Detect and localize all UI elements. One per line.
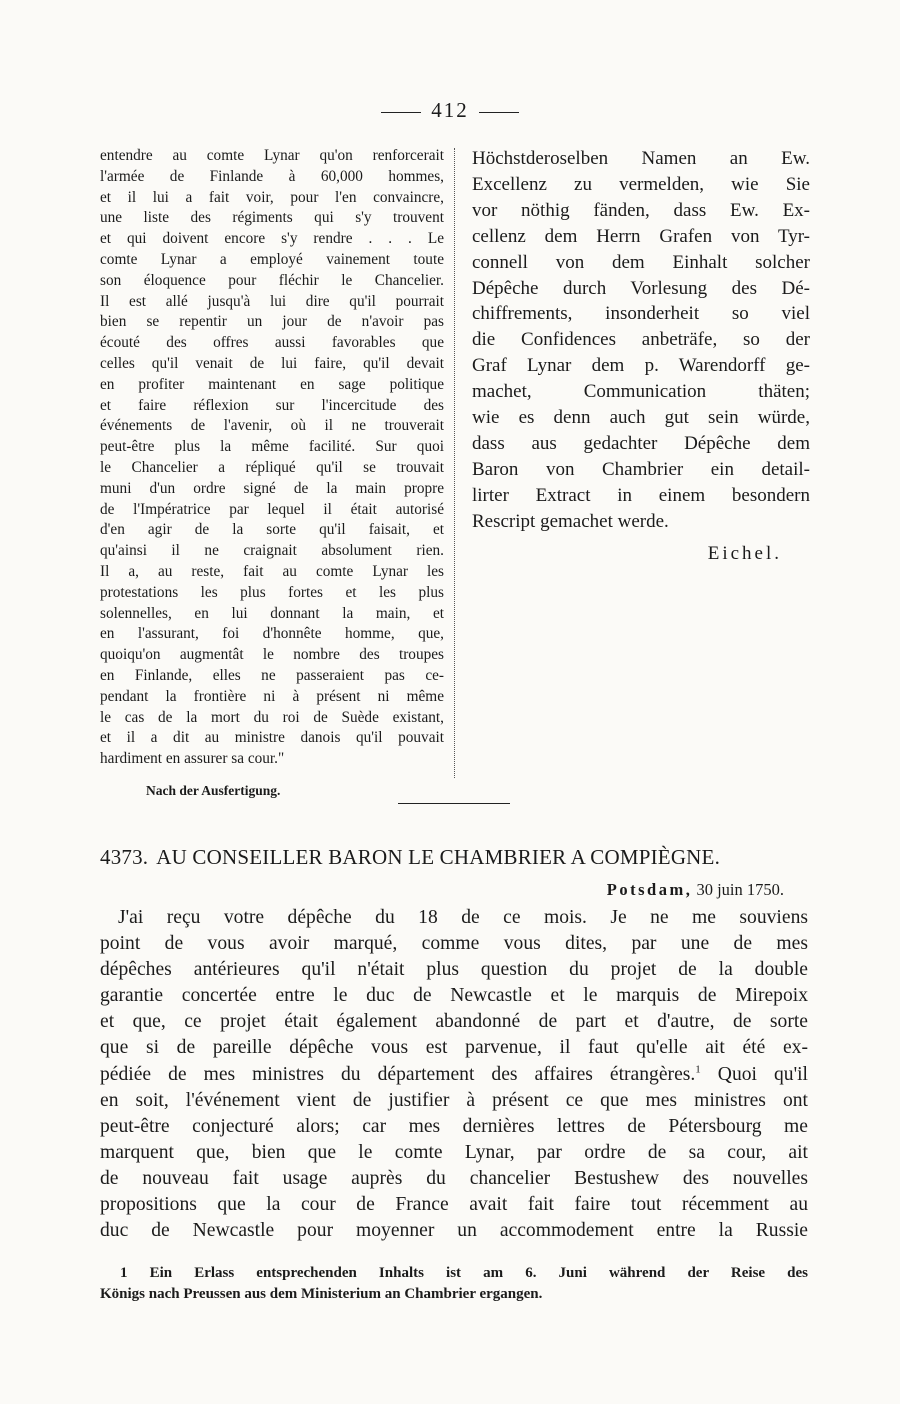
footnote-reference[interactable]: 1 bbox=[695, 1063, 701, 1076]
left-line: protestations les plus fortes et les plus bbox=[100, 583, 444, 601]
body-line-text: l'événement vient de justifier à présent ce que mes ministres ont bbox=[185, 1089, 809, 1111]
right-line: chiffrements, insonderheit so viel bbox=[472, 303, 810, 325]
footnote-marker: 1 bbox=[120, 1265, 128, 1281]
right-line: vor nöthig fänden, dass Ew. Ex- bbox=[472, 199, 810, 221]
left-line: événements de l'avenir, où il ne trouverait bbox=[100, 417, 444, 435]
letter-heading bbox=[100, 845, 810, 870]
column-divider bbox=[454, 148, 455, 778]
footnote bbox=[100, 1263, 808, 1304]
right-line: machet, Communication thäten; bbox=[472, 381, 810, 403]
section-rule bbox=[398, 803, 510, 804]
body-line: point de vous avoir marqué, comme vous dites, par une de mes bbox=[100, 933, 808, 955]
page-number bbox=[0, 98, 900, 123]
left-line: de l'Impératrice par lequel il était autorisé bbox=[100, 500, 444, 518]
letter-number: 4373. bbox=[100, 845, 149, 869]
left-line: d'en agir de la sorte qu'il faisait, et bbox=[100, 521, 444, 539]
footnote-text: Ein Erlass entsprechenden Inhalts ist am 6. Juni während der Reise des bbox=[149, 1265, 809, 1281]
right-line: wie es denn auch gut sein würde, bbox=[472, 407, 810, 429]
body-line-text: pédiée de mes ministres du département des affaires étrangères. bbox=[100, 1063, 696, 1085]
right-line: Baron von Chambrier ein detail- bbox=[472, 458, 810, 480]
left-line: entendre au comte Lynar qu'on renforcerait bbox=[100, 147, 444, 164]
right-line: Excellenz zu vermelden, wie Sie bbox=[472, 173, 810, 195]
right-line: connell von dem Einhalt solcher bbox=[472, 251, 810, 273]
left-line: et qui doivent encore s'y rendre . . . Le bbox=[100, 230, 444, 248]
body-line-lead: en soit, bbox=[100, 1089, 169, 1111]
page-number-text: 412 bbox=[431, 98, 469, 122]
left-line: solennelles, en lui donnant la main, et bbox=[100, 604, 444, 622]
left-line: et il lui a fait voir, pour l'en convaincre, bbox=[100, 188, 444, 206]
left-line: et il a dit au ministre danois qu'il pouvait bbox=[100, 729, 444, 747]
dateline-date: 30 juin 1750. bbox=[696, 880, 784, 899]
right-line: Dépêche durch Vorlesung des Dé- bbox=[472, 277, 810, 299]
left-line: comte Lynar a employé vainement toute bbox=[100, 250, 444, 268]
body-line: et que, ce projet était également abandonné de part et d'autre, de sorte bbox=[100, 1011, 808, 1033]
letter-title: AU CONSEILLER BARON LE CHAMBRIER A COMPIÈGNE. bbox=[156, 845, 721, 869]
body-line: que si de pareille dépêche vous est parvenue, il faut qu'elle ait été ex- bbox=[100, 1037, 808, 1059]
body-line: de nouveau fait usage auprès du chancelier Bestushew des nouvelles bbox=[100, 1167, 808, 1189]
left-line: Il est allé jusqu'à lui dire qu'il pourrait bbox=[100, 292, 444, 310]
left-line: celles qu'il venait de lui faire, qu'il devait bbox=[100, 354, 444, 372]
right-line: Graf Lynar dem p. Warendorff ge- bbox=[472, 355, 810, 377]
right-column bbox=[472, 146, 810, 567]
body-line: dépêches antérieures qu'il n'était plus question du projet de la double bbox=[100, 959, 808, 981]
left-line: peut-être plus la même facilité. Sur quoi bbox=[100, 438, 444, 456]
left-line: l'armée de Finlande à 60,000 hommes, bbox=[100, 167, 444, 185]
left-line: en profiter maintenant en sage politique bbox=[100, 375, 444, 393]
signature: Eichel. bbox=[707, 542, 782, 564]
right-line: dass aus gedachter Dépêche dem bbox=[472, 432, 810, 454]
body-line bbox=[100, 1088, 808, 1114]
left-line: le Chancelier a répliqué qu'il se trouvait bbox=[100, 458, 444, 476]
left-line: muni d'un ordre signé de la main propre bbox=[100, 479, 444, 497]
left-line: bien se repentir un jour de n'avoir pas bbox=[100, 313, 444, 331]
left-line: son éloquence pour fléchir le Chancelier. bbox=[100, 271, 444, 289]
left-line: une liste des régiments qui s'y trouvent bbox=[100, 209, 444, 227]
left-line: le cas de la mort du roi de Suède existant, bbox=[100, 708, 444, 726]
body-line: peut-être conjecturé alors; car mes dernières lettres de Pétersbourg me bbox=[100, 1115, 808, 1137]
footnote-line: Königs nach Preussen aus dem Ministerium an Chambrier ergangen. bbox=[100, 1285, 543, 1302]
dateline-place: Potsdam, bbox=[606, 880, 693, 899]
body-line-tail: Quoi qu'il bbox=[717, 1063, 808, 1085]
body-line-with-footnote bbox=[100, 1062, 808, 1088]
left-line: Il a, au reste, fait au comte Lynar les bbox=[100, 562, 444, 580]
left-line: qu'ainsi il ne craignait absolument rien. bbox=[100, 542, 444, 560]
left-column bbox=[100, 146, 444, 770]
body-line: garantie concertée entre le duc de Newcastle et le marquis de Mirepoix bbox=[100, 985, 808, 1007]
letter-body bbox=[100, 905, 808, 1244]
right-line: die Confidences anbeträfe, so der bbox=[472, 329, 810, 351]
footnote-line bbox=[100, 1263, 808, 1284]
right-line: lirter Extract in einem besondern bbox=[472, 484, 810, 506]
left-line: quoiqu'on augmentât le nombre des troupes bbox=[100, 646, 444, 664]
left-line: pendant la frontière ni à présent ni même bbox=[100, 687, 444, 705]
left-line: hardiment en assurer sa cour." bbox=[100, 750, 285, 768]
right-line: Höchstderoselben Namen an Ew. bbox=[472, 148, 810, 169]
left-line: écouté des offres aussi favorables que bbox=[100, 334, 444, 352]
body-line: duc de Newcastle pour moyenner un accommodement entre la Russie bbox=[100, 1220, 808, 1242]
left-line: en Finlande, elles ne passeraient pas ce- bbox=[100, 666, 444, 684]
body-line: marquent que, bien que le comte Lynar, par ordre de sa cour, ait bbox=[100, 1141, 808, 1163]
page-number-dash-right bbox=[479, 112, 519, 113]
right-line: Rescript gemachet werde. bbox=[472, 510, 669, 532]
right-line: cellenz dem Herrn Grafen von Tyr- bbox=[472, 225, 810, 247]
page-number-dash-left bbox=[381, 112, 421, 113]
source-note: Nach der Ausfertigung. bbox=[146, 783, 281, 798]
body-line: J'ai reçu votre dépêche du 18 de ce mois. Je ne me souviens bbox=[118, 907, 808, 928]
dateline bbox=[0, 880, 784, 900]
body-line: propositions que la cour de France avait fait faire tout récemment au bbox=[100, 1194, 808, 1216]
left-line: en l'assurant, foi d'honnête homme, que, bbox=[100, 625, 444, 643]
left-line: et faire réflexion sur l'incercitude des bbox=[100, 396, 444, 414]
